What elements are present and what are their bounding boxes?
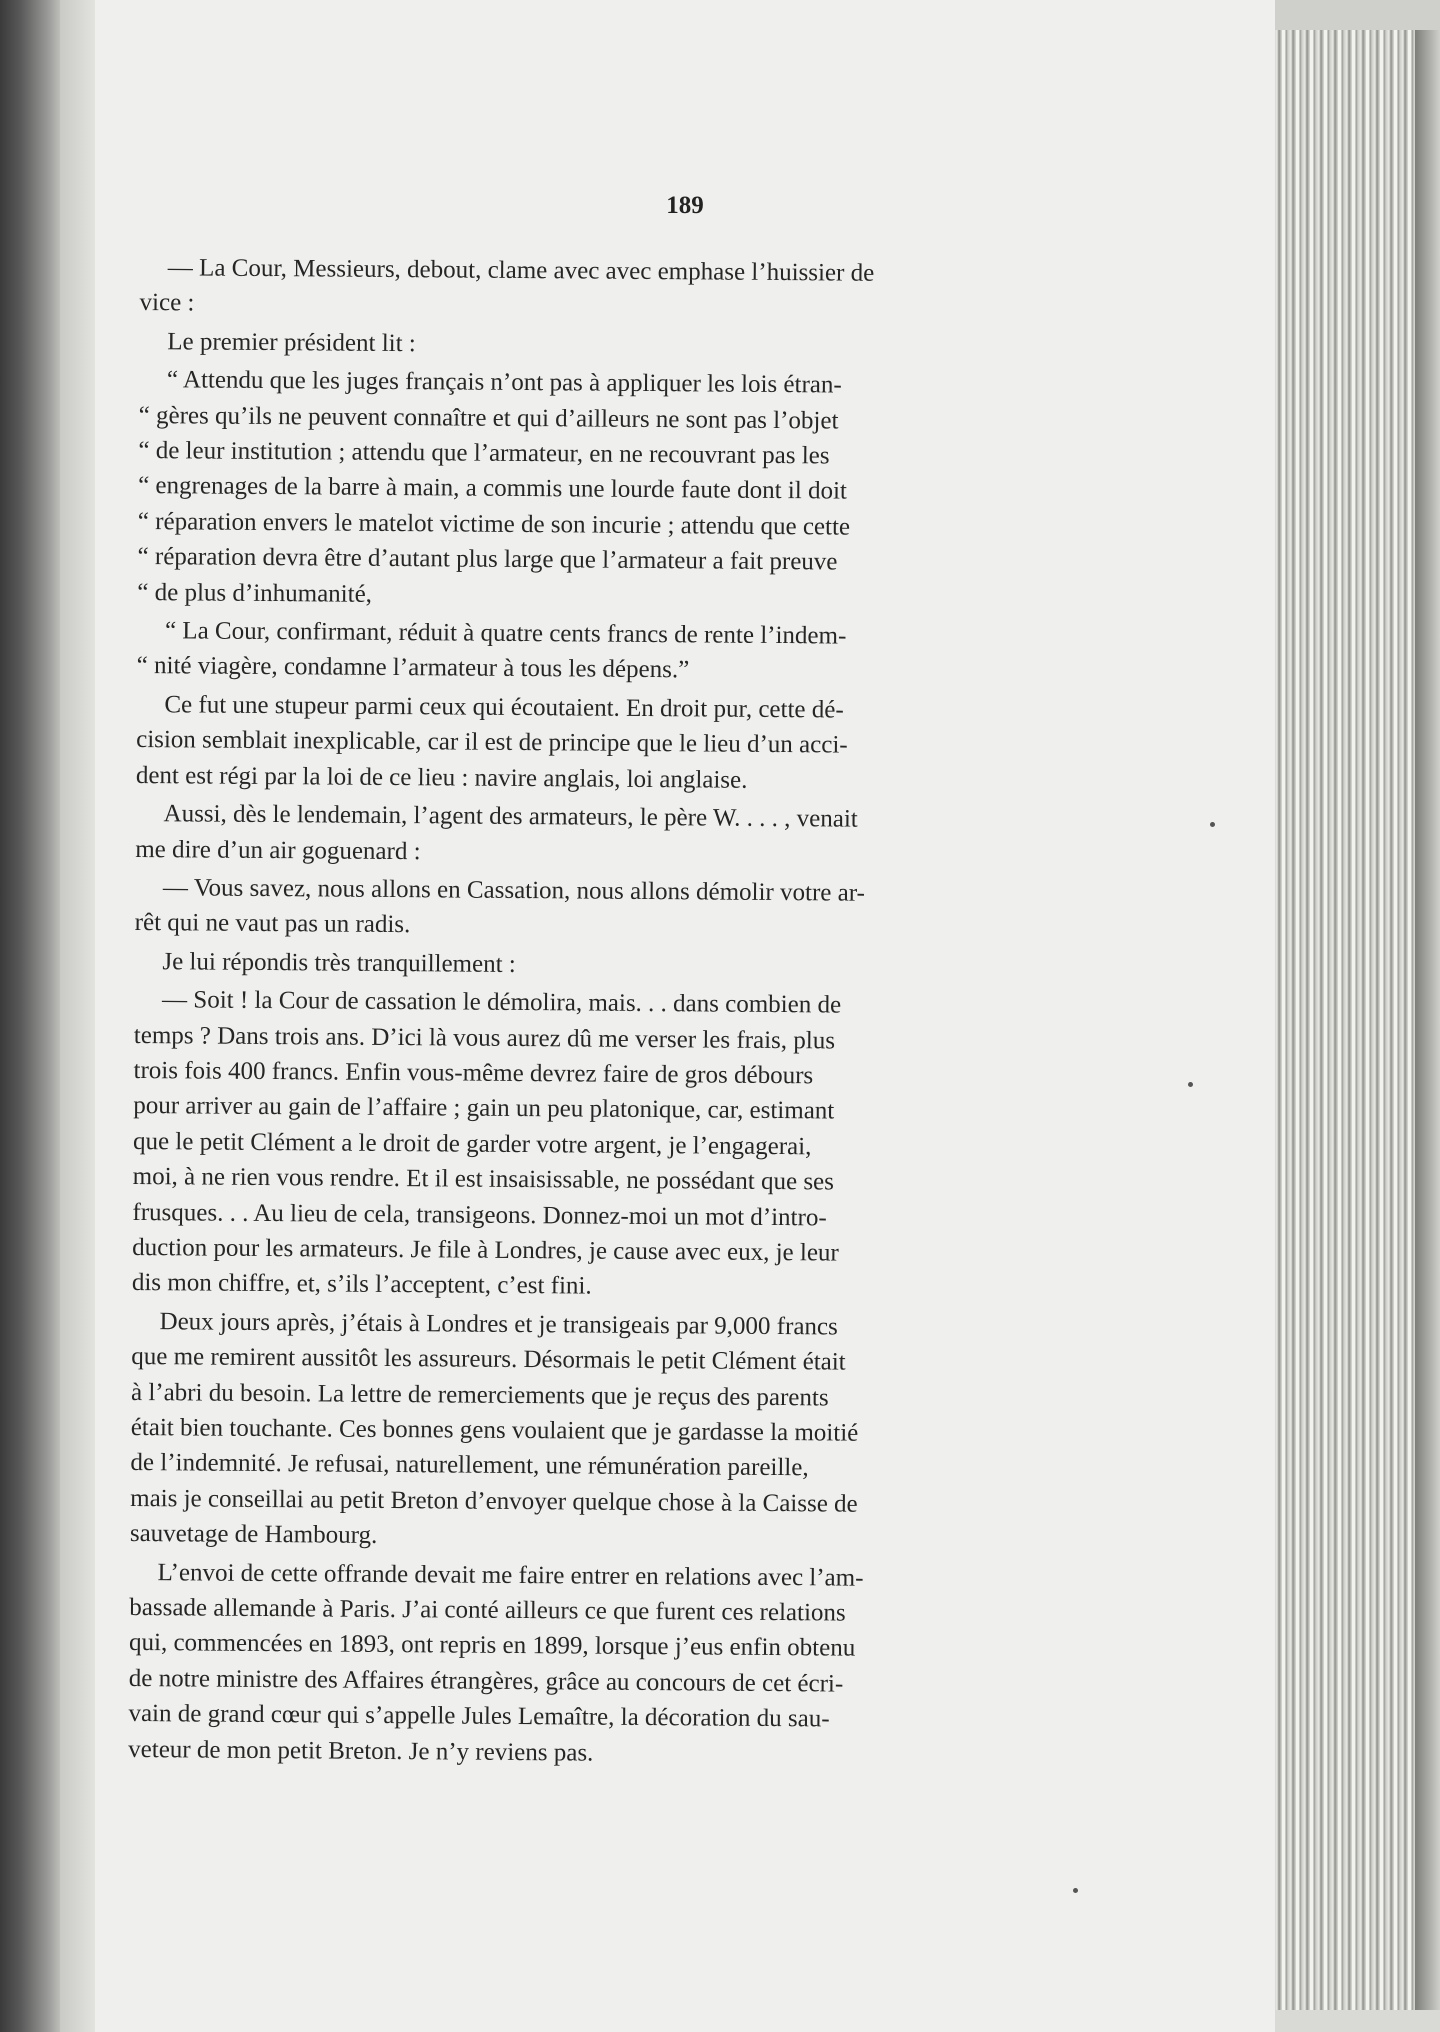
page-number: 189 [666, 192, 704, 219]
paragraph: — Soit ! la Cour de cassation le démolira, mais. . . dans combien de temps ? Dans trois ans. D’ici là vous aurez dû me verser les frais, plus trois fois 400 francs. Enfin vous-même devrez faire de gros débours pour arriver au gain de l’affaire ; gain un peu platonique, car, estimant que le petit Clément a le droit de garder votre argent, je l’engagerai, moi, à ne rien vous rendre. Et il est insaisissable, ne possédant que ses frusques. . . Au lieu de cela, transigeons. Donnez-moi un mot d’intro- duction pour les armateurs. Je file à Londres, je cause avec eux, je leur dis mon chiffre, et, s’ils l’acceptent, c’est fini. [131, 986, 842, 1300]
quoted-judgment: “ La Cour, confirmant, réduit à quatre cents francs de rente l’indem- “ nité viagère, condamne l’armateur à tous les dépens.” [136, 617, 847, 684]
dust-speck [1210, 822, 1215, 827]
paragraph: Ce fut une stupeur parmi ceux qui écoutaient. En droit pur, cette dé- cision semblait inexplicable, car il est de principe que le lieu d’un acci- dent est régi par la loi de ce lieu : navire anglais, loi anglaise. [135, 691, 848, 794]
paragraph: Aussi, dès le lendemain, l’agent des armateurs, le père W. . . . , venait me dire d’un air goguenard : [135, 800, 858, 865]
paragraph: Deux jours après, j’étais à Londres et je transigeais par 9,000 francs que me remirent aussitôt les assureurs. Désormais le petit Clément était à l’abri du besoin. La lettre de remerciements que je reçus des parents était bien touchante. Ces bonnes gens voulaient que je gardasse la moitié de l’indemnité. Je refusai, naturellement, une rémunération pareille, mais je conseillai au petit Breton d’envoyer quelque chose à la Caisse de sauvetage de Hambourg. [129, 1307, 859, 1550]
top-edge [1265, 0, 1440, 30]
paragraph: L’envoi de cette offrande devait me faire entrer en relations avec l’am- bassade allemande à Paris. J’ai conté ailleurs ce que furent ces relations qui, commencées en 1893, ont repris en 1899, lorsque j’eus enfin obtenu de notre ministre des Affaires étrangères, grâce au concours de cet écri- vain de grand cœur qui s’appelle Jules Lemaître, la décoration du sau- veteur de mon petit Breton. Je n’y reviens pas. [128, 1558, 864, 1767]
dust-speck [1073, 1888, 1078, 1893]
paragraph: — La Cour, Messieurs, debout, clame avec avec emphase l’huissier de vice : [139, 254, 875, 317]
binding-edge [0, 0, 60, 2032]
body-text [128, 250, 1130, 1778]
page-edges [1265, 30, 1418, 2010]
gutter-shadow [60, 0, 100, 2032]
paragraph: Le premier président lit : [167, 328, 416, 357]
dust-speck [1188, 1082, 1193, 1087]
page-edges-shadow [1415, 30, 1440, 2010]
quoted-judgment: “ Attendu que les juges français n’ont pas à appliquer les lois étran- “ gères qu’ils ne peuvent connaître et qui d’ailleurs ne sont pas l’objet “ de leur institution ; attendu que l’armateur, en ne recouvrant pas les “ engrenages de la barre à main, a commis une lourde faute dont il doit “ réparation envers le matelot victime de son incurie ; attendu que cette “ réparation devra être d’autant plus large que l’armateur a fait preuve “ de plus d’inhumanité, [137, 366, 851, 608]
paragraph: Je lui répondis très tranquillement : [162, 947, 516, 978]
book-page [95, 0, 1275, 2032]
paragraph: — Vous savez, nous allons en Cassation, nous allons démolir votre ar- rêt qui ne vaut pas un radis. [134, 874, 866, 939]
